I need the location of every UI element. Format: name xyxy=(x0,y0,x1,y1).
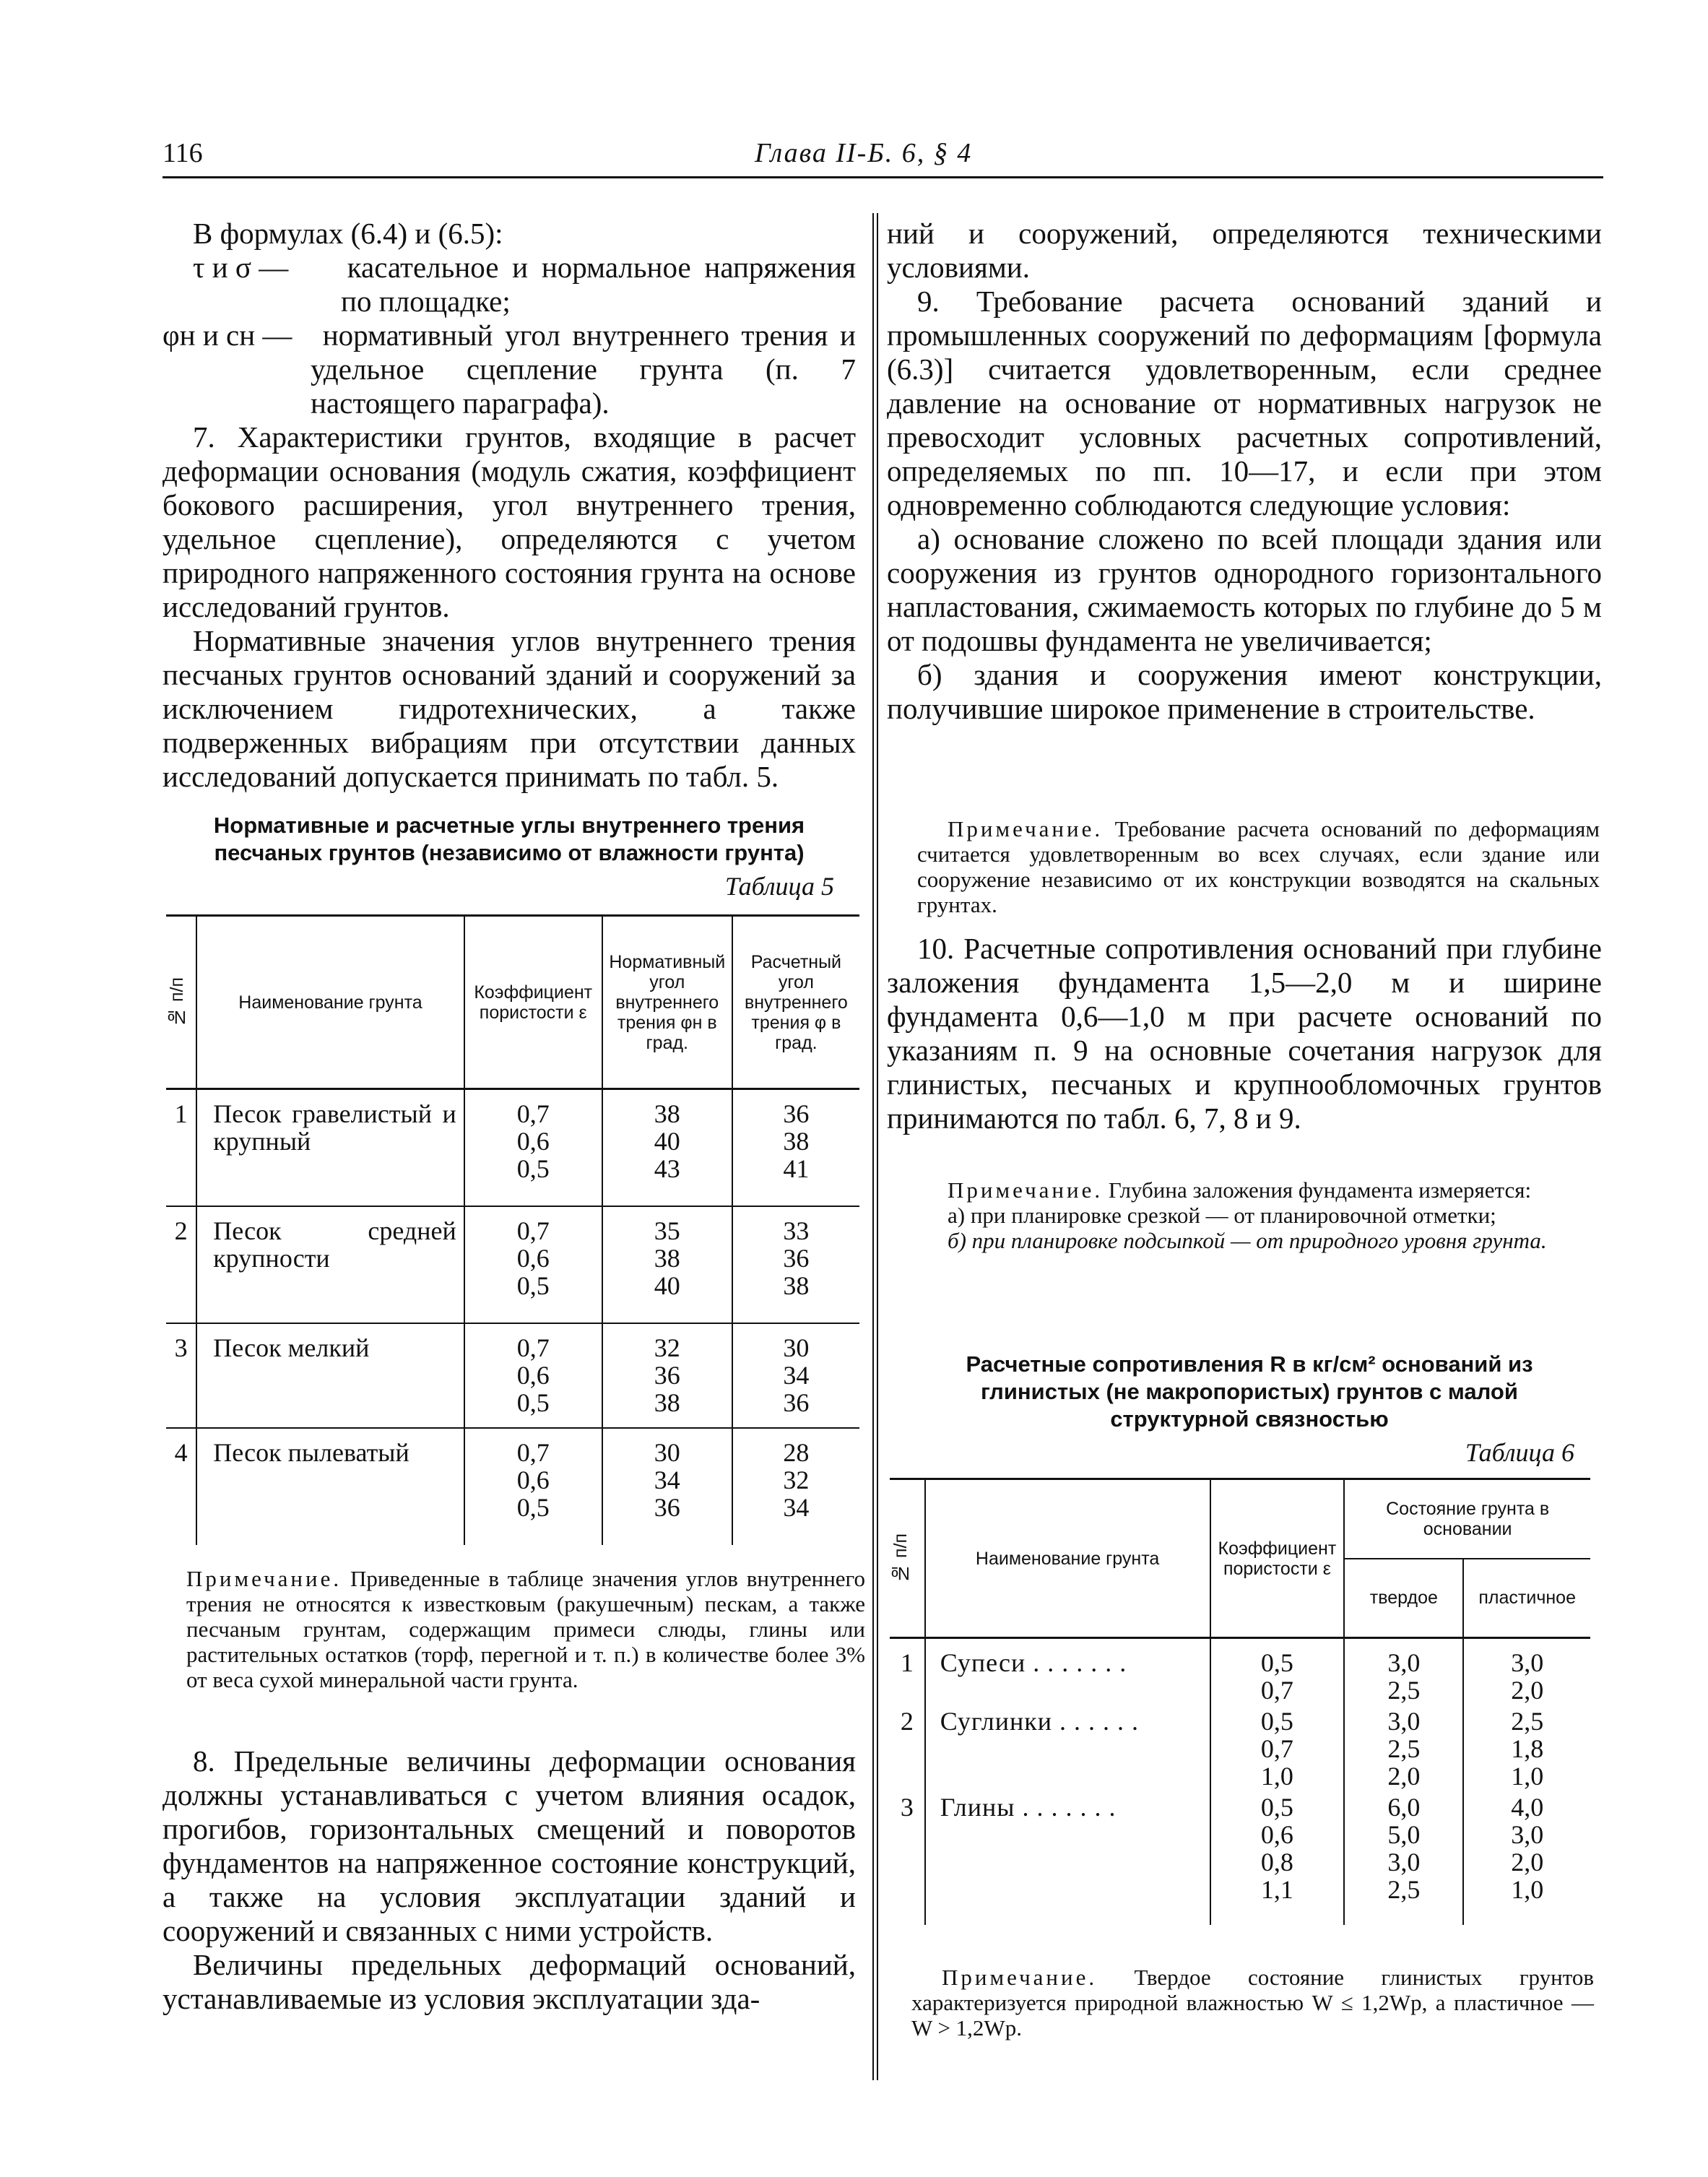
porosity-value: 0,5 xyxy=(1260,1648,1293,1677)
definition-text: касательное и нормальное напряжения по площадке; xyxy=(341,251,857,318)
column-divider xyxy=(872,213,874,2080)
table6-cell-plastic xyxy=(1463,1705,1590,1791)
paragraph-7b: Нормативные значения углов внутреннего трения песчаных грунтов оснований зданий и сооружений за исключением гидротехнических, а также подверженных вибрациям при отсутствии данных исследований допускается принимать по табл. 5. xyxy=(162,624,856,793)
table5-cell-coef xyxy=(464,1323,602,1428)
row-number: 1 xyxy=(166,1089,196,1206)
porosity-value: 0,7 xyxy=(516,1333,550,1362)
continuation-paragraph: ний и сооружений, определяются техническими условиями. xyxy=(887,217,1602,284)
definition-item xyxy=(193,251,856,319)
table6-note xyxy=(911,1965,1594,2040)
table5-col-num-label: № п/п xyxy=(167,977,187,1027)
solid-state-value: 3,0 xyxy=(1387,1848,1421,1877)
paragraph-10-block xyxy=(887,932,1602,1135)
table6-cell-coef xyxy=(1210,1705,1345,1791)
soil-name: Песок средней крупности xyxy=(196,1206,464,1323)
row-number: 2 xyxy=(166,1206,196,1323)
note-10-label: Примечание. xyxy=(948,1177,1104,1203)
definition-term: τ и σ — xyxy=(193,251,289,284)
calculated-angle-value: 36 xyxy=(783,1243,810,1273)
calculated-angle-value: 36 xyxy=(783,1388,810,1417)
porosity-value: 0,5 xyxy=(516,1271,550,1300)
table-row xyxy=(166,1206,859,1323)
note-9-text: Требование расчета оснований по деформациям считается удовлетворенным во всех случаях, если здание или сооружение независимо от их конструкции возводятся на скальных грунтах. xyxy=(917,816,1600,917)
table6-cell-plastic xyxy=(1463,1791,1590,1925)
soil-name: Песок пылеватый xyxy=(196,1428,464,1545)
paragraph-8b: Величины предельных деформаций оснований, устанавливаемые из условия эксплуатации зда- xyxy=(162,1948,856,2015)
plastic-state-value: 1,8 xyxy=(1511,1734,1544,1763)
porosity-value: 0,6 xyxy=(516,1127,550,1156)
calculated-angle-value: 36 xyxy=(783,1099,810,1128)
normative-angle-value: 40 xyxy=(654,1127,680,1156)
porosity-value: 0,7 xyxy=(1260,1734,1293,1763)
row-number: 4 xyxy=(166,1428,196,1545)
porosity-value: 0,6 xyxy=(516,1465,550,1494)
calculated-angle-value: 32 xyxy=(783,1465,810,1494)
table5-col-coef: Коэффициент пористости ε xyxy=(464,916,602,1089)
table5-cell-norm xyxy=(602,1206,732,1323)
table6-note-label: Примечание. xyxy=(942,1965,1098,1990)
solid-state-value: 2,5 xyxy=(1387,1676,1421,1705)
normative-angle-value: 43 xyxy=(654,1154,680,1183)
table-row xyxy=(166,1323,859,1428)
note-10-a: а) при планировке срезкой — от планировочной отметки; xyxy=(948,1203,1496,1228)
table6-note-text: Твердое состояние глинистых грунтов характеризуется природной влажностью W ≤ 1,2Wp, а пластичное — W > 1,2Wp. xyxy=(911,1965,1594,2040)
calculated-angle-value: 34 xyxy=(783,1360,810,1390)
normative-angle-value: 34 xyxy=(654,1465,680,1494)
table5-label: Таблица 5 xyxy=(724,872,834,901)
table-row xyxy=(166,1089,859,1206)
table6-col-num-label: № п/п xyxy=(890,1533,911,1583)
table5-cell-calc xyxy=(732,1428,859,1545)
calculated-angle-value: 34 xyxy=(783,1492,810,1522)
table6-caption: Расчетные сопротивления R в кг/см² оснований из глинистых (не макропористых) грунтов с малой структурной связностью xyxy=(966,1351,1533,1432)
table6-label: Таблица 6 xyxy=(1465,1438,1574,1467)
table6-col-state: Состояние грунта в основании xyxy=(1344,1479,1590,1559)
solid-state-value: 2,5 xyxy=(1387,1734,1421,1763)
table5-col-name: Наименование грунта xyxy=(196,916,464,1089)
table6-cell-solid xyxy=(1344,1638,1463,1705)
note-9-label: Примечание. xyxy=(948,816,1104,841)
right-column xyxy=(887,217,1602,726)
row-number: 3 xyxy=(890,1791,925,1925)
porosity-value: 0,5 xyxy=(516,1492,550,1522)
row-number: 1 xyxy=(890,1638,925,1705)
plastic-state-value: 3,0 xyxy=(1511,1648,1544,1677)
solid-state-value: 3,0 xyxy=(1387,1707,1421,1736)
soil-name: Суглинки . . . . . . xyxy=(925,1705,1210,1791)
table5-cell-norm xyxy=(602,1323,732,1428)
porosity-value: 0,8 xyxy=(1260,1848,1293,1877)
porosity-value: 0,7 xyxy=(516,1216,550,1245)
note-10 xyxy=(917,1177,1600,1253)
plastic-state-value: 1,0 xyxy=(1511,1875,1544,1904)
porosity-value: 1,1 xyxy=(1260,1875,1293,1904)
calculated-angle-value: 28 xyxy=(783,1437,810,1467)
column-divider-second xyxy=(877,213,878,2080)
porosity-value: 0,6 xyxy=(516,1243,550,1273)
table-row xyxy=(890,1638,1590,1705)
table5-col-norm: Нормативный угол внутреннего трения φн в град. xyxy=(602,916,732,1089)
plastic-state-value: 2,0 xyxy=(1511,1848,1544,1877)
table6-col-plastic: пластичное xyxy=(1478,1588,1576,1609)
plastic-state-value: 2,0 xyxy=(1511,1676,1544,1705)
porosity-value: 0,5 xyxy=(1260,1707,1293,1736)
calculated-angle-value: 30 xyxy=(783,1333,810,1362)
normative-angle-value: 38 xyxy=(654,1243,680,1273)
normative-angle-value: 38 xyxy=(654,1388,680,1417)
table5-note-text: Приведенные в таблице значения углов внутреннего трения не относятся к известковым (ракушечным) пескам, а также песчаным грунтам, содержащим примеси слюды, глины или растительных остатков (торф, перегной и т. п.) в количестве более 3% от веса сухой минеральной части грунта. xyxy=(186,1566,865,1692)
table5-cell-coef xyxy=(464,1089,602,1206)
table5-cell-calc xyxy=(732,1089,859,1206)
intro-paragraph: В формулах (6.4) и (6.5): xyxy=(193,217,503,250)
porosity-value: 0,6 xyxy=(1260,1820,1293,1849)
table5-cell-norm xyxy=(602,1089,732,1206)
page-number: 116 xyxy=(162,138,203,168)
page-header xyxy=(162,137,1603,173)
table5-col-num xyxy=(166,916,196,1089)
paragraph-9b: б) здания и сооружения имеют конструкции, получившие широкое применение в строительстве. xyxy=(887,658,1602,725)
note-10-b: б) при планировке подсыпкой — от природного уровня грунта. xyxy=(948,1228,1547,1253)
left-column-bottom xyxy=(162,1744,856,2016)
solid-state-value: 2,0 xyxy=(1387,1762,1421,1791)
table5-cell-coef xyxy=(464,1206,602,1323)
table5-caption: Нормативные и расчетные углы внутреннего трения песчаных грунтов (независимо от влажности грунта) xyxy=(213,813,805,865)
row-number: 2 xyxy=(890,1705,925,1791)
paragraph-10: 10. Расчетные сопротивления оснований при глубине заложения фундамента 1,5—2,0 м и ширине фундамента 0,6—1,0 м при расчете оснований по указаниям п. 9 на основные сочетания нагрузок для глинистых, песчаных и крупнообломочных грунтов принимаются по табл. 6, 7, 8 и 9. xyxy=(887,932,1602,1135)
table5-cell-coef xyxy=(464,1428,602,1545)
note-10-text: Глубина заложения фундамента измеряется: xyxy=(1108,1177,1532,1203)
porosity-value: 0,5 xyxy=(516,1154,550,1183)
porosity-value: 0,5 xyxy=(516,1388,550,1417)
plastic-state-value: 3,0 xyxy=(1511,1820,1544,1849)
soil-name: Супеси . . . . . . . xyxy=(925,1638,1210,1705)
normative-angle-value: 35 xyxy=(654,1216,680,1245)
paragraph-9a: а) основание сложено по всей площади здания или сооружения из грунтов однородного горизонтального напластования, сжимаемость которых по глубине до 5 м от подошвы фундамента не увеличивается; xyxy=(887,522,1602,657)
solid-state-value: 5,0 xyxy=(1387,1820,1421,1849)
soil-name: Глины . . . . . . . xyxy=(925,1791,1210,1925)
table6-cell-coef xyxy=(1210,1638,1345,1705)
table-row xyxy=(166,1428,859,1545)
left-column xyxy=(162,217,856,794)
soil-name: Песок гравелистый и крупный xyxy=(196,1089,464,1206)
calculated-angle-value: 33 xyxy=(783,1216,810,1245)
table5-note xyxy=(186,1566,865,1692)
table6-cell-solid xyxy=(1344,1791,1463,1925)
normative-angle-value: 40 xyxy=(654,1271,680,1300)
row-number: 3 xyxy=(166,1323,196,1428)
table5-cell-calc xyxy=(732,1206,859,1323)
calculated-angle-value: 38 xyxy=(783,1271,810,1300)
solid-state-value: 6,0 xyxy=(1387,1793,1421,1822)
table5 xyxy=(166,914,859,1545)
table5-cell-calc xyxy=(732,1323,859,1428)
table6 xyxy=(890,1478,1590,1925)
porosity-value: 1,0 xyxy=(1260,1762,1293,1791)
plastic-state-value: 4,0 xyxy=(1511,1793,1544,1822)
normative-angle-value: 38 xyxy=(654,1099,680,1128)
definition-text: нормативный угол внутреннего трения и удельное сцепление грунта (п. 7 настоящего параграфа). xyxy=(311,319,857,420)
definition-item xyxy=(162,319,856,420)
calculated-angle-value: 38 xyxy=(783,1127,810,1156)
table5-col-calc: Расчетный угол внутреннего трения φ в град. xyxy=(744,951,848,1053)
definition-term: φн и cн — xyxy=(162,319,292,352)
table6-col-name: Наименование грунта xyxy=(925,1479,1210,1638)
calculated-angle-value: 41 xyxy=(783,1154,810,1183)
table6-col-coef: Коэффициент пористости ε xyxy=(1210,1479,1345,1638)
table-row xyxy=(890,1791,1590,1925)
paragraph-9: 9. Требование расчета оснований зданий и промышленных сооружений по деформациям [формула (6.3)] считается удовлетворенным, если среднее давление на основание от нормативных нагрузок не превосходит условных расчетных сопротивлений, определяемых по пп. 10—17, и если при этом одновременно соблюдаются следующие условия: xyxy=(887,285,1602,521)
table6-cell-solid xyxy=(1344,1705,1463,1791)
solid-state-value: 2,5 xyxy=(1387,1875,1421,1904)
note-9 xyxy=(917,816,1600,917)
solid-state-value: 3,0 xyxy=(1387,1648,1421,1677)
table5-cell-norm xyxy=(602,1428,732,1545)
header-rule xyxy=(162,176,1603,178)
table-row xyxy=(890,1705,1590,1791)
plastic-state-value: 2,5 xyxy=(1511,1707,1544,1736)
table6-cell-plastic xyxy=(1463,1638,1590,1705)
running-title: Глава II-Б. 6, § 4 xyxy=(755,138,973,168)
normative-angle-value: 36 xyxy=(654,1492,680,1522)
table5-note-label: Примечание. xyxy=(186,1566,342,1591)
paragraph-8: 8. Предельные величины деформации основания должны устанавливаться с учетом влияния осадок, прогибов, горизонтальных смещений и поворотов фундаментов на напряженное состояние конструкций, а также на условия эксплуатации зданий и сооружений и связанных с ними устройств. xyxy=(162,1744,856,1947)
normative-angle-value: 30 xyxy=(654,1437,680,1467)
porosity-value: 0,7 xyxy=(516,1437,550,1467)
soil-name: Песок мелкий xyxy=(196,1323,464,1428)
table6-col-num xyxy=(890,1479,925,1638)
normative-angle-value: 32 xyxy=(654,1333,680,1362)
table6-col-solid: твердое xyxy=(1344,1559,1463,1638)
table6-cell-coef xyxy=(1210,1791,1345,1925)
plastic-state-value: 1,0 xyxy=(1511,1762,1544,1791)
normative-angle-value: 36 xyxy=(654,1360,680,1390)
porosity-value: 0,6 xyxy=(516,1360,550,1390)
porosity-value: 0,7 xyxy=(516,1099,550,1128)
porosity-value: 0,5 xyxy=(1260,1793,1293,1822)
porosity-value: 0,7 xyxy=(1260,1676,1293,1705)
paragraph-7: 7. Характеристики грунтов, входящие в расчет деформации основания (модуль сжатия, коэффициент бокового расширения, угол внутреннего трения, удельное сцепление), определяются с учетом природного напряженного состояния грунта на основе исследований грунтов. xyxy=(162,420,856,623)
